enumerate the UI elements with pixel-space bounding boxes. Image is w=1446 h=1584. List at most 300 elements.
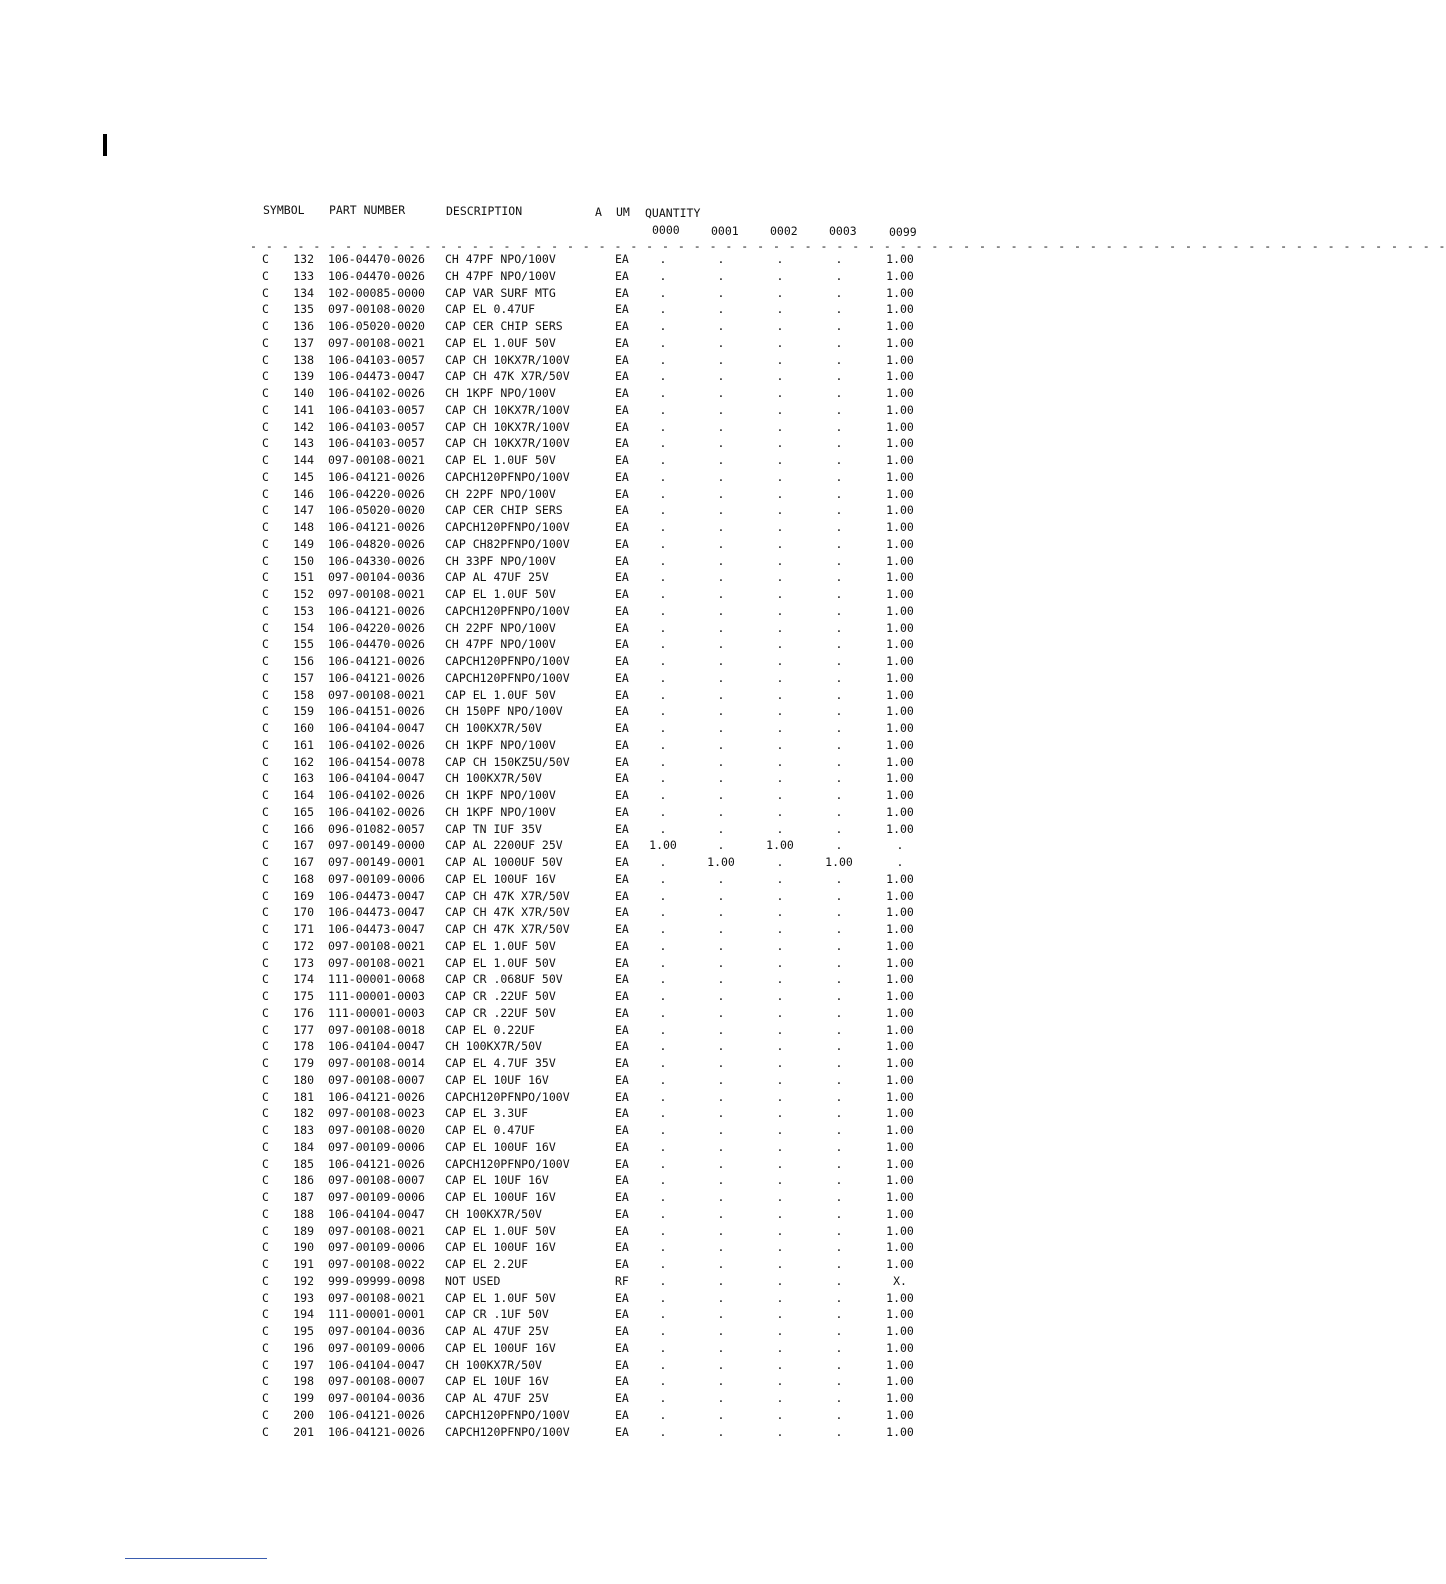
qty-0002-cell: . — [776, 285, 784, 300]
description-cell: CAP EL 1.0UF 50V — [445, 453, 556, 467]
qty-0099-cell: . — [896, 838, 904, 853]
qty-0099-cell: 1.00 — [886, 1056, 914, 1070]
ref-number-cell: 178 — [293, 1039, 314, 1054]
qty-0003-cell: . — [835, 1324, 843, 1338]
table-row — [250, 385, 962, 402]
header-qty-0001: 0001 — [711, 224, 739, 238]
symbol-cell: C — [262, 838, 269, 853]
table-row — [250, 536, 962, 553]
qty-0002-cell: . — [776, 1089, 784, 1104]
um-cell: EA — [615, 871, 629, 886]
part-number-cell: 097-00109-0006 — [328, 1340, 425, 1355]
qty-0003-cell: . — [835, 955, 843, 970]
qty-0099-cell: 1.00 — [886, 553, 914, 568]
part-number-cell: 097-00108-0021 — [328, 1290, 425, 1305]
symbol-cell: C — [262, 419, 269, 434]
table-row — [250, 553, 962, 570]
qty-0001-cell: . — [717, 737, 725, 752]
qty-0002-cell: . — [776, 1190, 784, 1204]
table-row — [250, 1189, 962, 1206]
ref-number-cell: 137 — [293, 335, 314, 350]
qty-0003-cell: . — [835, 637, 843, 652]
table-row — [250, 569, 962, 586]
ref-number-cell: 141 — [293, 402, 314, 417]
description-cell: CAPCH120PFNPO/100V — [445, 670, 570, 685]
ref-number-cell: 188 — [293, 1206, 314, 1221]
um-cell: EA — [615, 1039, 629, 1054]
qty-0099-cell: 1.00 — [886, 503, 914, 518]
qty-0000-cell: . — [659, 721, 667, 735]
qty-0001-cell: . — [717, 1357, 725, 1372]
qty-0001-cell: . — [717, 972, 725, 987]
part-number-cell: 097-00108-0020 — [328, 302, 425, 317]
table-row — [250, 988, 962, 1005]
qty-0001-cell: . — [717, 1206, 725, 1221]
qty-0001-cell: . — [717, 285, 725, 300]
description-cell: CAPCH120PFNPO/100V — [445, 1407, 570, 1422]
qty-0001-cell: . — [717, 553, 725, 568]
part-number-cell: 106-04103-0057 — [328, 402, 425, 417]
table-row — [250, 703, 962, 720]
qty-0002-cell: . — [776, 1273, 784, 1288]
table-row — [250, 1038, 962, 1055]
um-cell: EA — [615, 654, 629, 668]
qty-0001-cell: . — [717, 419, 725, 434]
qty-0099-cell: 1.00 — [886, 536, 914, 551]
qty-0001-cell: . — [717, 335, 725, 350]
table-row — [250, 419, 962, 436]
part-number-cell: 106-04121-0026 — [328, 520, 425, 534]
qty-0003-cell: . — [835, 302, 843, 317]
ref-number-cell: 134 — [293, 285, 314, 300]
qty-0099-cell: 1.00 — [886, 1072, 914, 1087]
qty-0099-cell: 1.00 — [886, 402, 914, 417]
description-cell: CAPCH120PFNPO/100V — [445, 469, 570, 484]
header-qty-0002: 0002 — [770, 224, 798, 238]
um-cell: EA — [615, 704, 629, 719]
symbol-cell: C — [262, 1374, 269, 1389]
qty-0001-cell: . — [717, 252, 725, 266]
qty-0002-cell: . — [776, 335, 784, 350]
part-number-cell: 106-04121-0026 — [328, 1424, 425, 1439]
ref-number-cell: 179 — [293, 1056, 314, 1070]
symbol-cell: C — [262, 252, 269, 266]
qty-0003-cell: . — [835, 1022, 843, 1037]
ref-number-cell: 143 — [293, 436, 314, 451]
um-cell: EA — [615, 1357, 629, 1372]
qty-0003-cell: . — [835, 687, 843, 702]
qty-0099-cell: 1.00 — [886, 1123, 914, 1137]
qty-0001-cell: . — [717, 1340, 725, 1355]
qty-0003-cell: . — [835, 1340, 843, 1355]
qty-0001-cell: . — [717, 369, 725, 384]
table-row — [250, 519, 962, 536]
qty-0099-cell: 1.00 — [886, 1190, 914, 1204]
part-number-cell: 097-00108-0021 — [328, 955, 425, 970]
symbol-cell: C — [262, 804, 269, 819]
qty-0001-cell: . — [717, 469, 725, 484]
symbol-cell: C — [262, 1056, 269, 1070]
table-row — [250, 1055, 962, 1072]
um-cell: EA — [615, 905, 629, 920]
description-cell: CAP EL 100UF 16V — [445, 871, 556, 886]
qty-0001-cell: . — [717, 989, 725, 1003]
part-number-cell: 097-00108-0021 — [328, 1223, 425, 1238]
um-cell: EA — [615, 788, 629, 802]
um-cell: EA — [615, 687, 629, 702]
qty-0002-cell: . — [776, 1424, 784, 1439]
part-number-cell: 097-00104-0036 — [328, 1324, 425, 1338]
qty-0001-cell: . — [717, 637, 725, 652]
qty-0002-cell: . — [776, 1173, 784, 1188]
description-cell: CAPCH120PFNPO/100V — [445, 1156, 570, 1171]
um-cell: EA — [615, 1022, 629, 1037]
symbol-cell: C — [262, 821, 269, 836]
qty-0003-cell: . — [835, 804, 843, 819]
header-description: DESCRIPTION — [446, 204, 523, 218]
qty-0000-cell: . — [659, 620, 667, 635]
qty-0000-cell: 1.00 — [649, 838, 677, 853]
qty-0099-cell: 1.00 — [886, 670, 914, 685]
qty-0000-cell: . — [659, 888, 667, 903]
qty-0002-cell: . — [776, 1005, 784, 1020]
symbol-cell: C — [262, 520, 269, 534]
ref-number-cell: 177 — [293, 1022, 314, 1037]
table-row — [250, 469, 962, 486]
um-cell: EA — [615, 855, 629, 869]
qty-0002-cell: . — [776, 419, 784, 434]
qty-0001-cell: . — [717, 838, 725, 853]
description-cell: CAP EL 2.2UF — [445, 1257, 529, 1271]
table-row — [250, 837, 962, 854]
um-cell: EA — [615, 252, 629, 266]
um-cell: EA — [615, 1106, 629, 1121]
symbol-cell: C — [262, 536, 269, 551]
qty-0002-cell: . — [776, 486, 784, 501]
qty-0099-cell: 1.00 — [886, 871, 914, 886]
qty-0000-cell: . — [659, 821, 667, 836]
qty-0003-cell: . — [835, 570, 843, 585]
qty-0099-cell: 1.00 — [886, 637, 914, 652]
qty-0003-cell: . — [835, 1223, 843, 1238]
symbol-cell: C — [262, 888, 269, 903]
symbol-cell: C — [262, 1156, 269, 1171]
qty-0099-cell: 1.00 — [886, 687, 914, 702]
um-cell: EA — [615, 402, 629, 417]
ref-number-cell: 199 — [293, 1391, 314, 1405]
qty-0001-cell: . — [717, 654, 725, 668]
header-qty-0003: 0003 — [829, 224, 857, 238]
symbol-cell: C — [262, 637, 269, 652]
symbol-cell: C — [262, 989, 269, 1003]
symbol-cell: C — [262, 319, 269, 333]
table-row — [250, 687, 962, 704]
um-cell: EA — [615, 1240, 629, 1255]
qty-0000-cell: . — [659, 788, 667, 802]
table-row — [250, 1373, 962, 1390]
symbol-cell: C — [262, 1307, 269, 1322]
description-cell: CAP CH 47K X7R/50V — [445, 922, 570, 936]
qty-0002-cell: . — [776, 972, 784, 987]
qty-0003-cell: . — [835, 1190, 843, 1204]
symbol-cell: C — [262, 788, 269, 802]
qty-0003-cell: . — [835, 1307, 843, 1322]
ref-number-cell: 161 — [293, 737, 314, 752]
ref-number-cell: 201 — [293, 1424, 314, 1439]
qty-0001-cell: . — [717, 319, 725, 333]
symbol-cell: C — [262, 1123, 269, 1137]
qty-0002-cell: . — [776, 670, 784, 685]
qty-0099-cell: 1.00 — [886, 922, 914, 936]
um-cell: EA — [615, 520, 629, 534]
qty-0000-cell: . — [659, 335, 667, 350]
part-number-cell: 097-00104-0036 — [328, 570, 425, 585]
description-cell: CAP AL 47UF 25V — [445, 1324, 549, 1338]
ref-number-cell: 135 — [293, 302, 314, 317]
qty-0003-cell: . — [835, 1374, 843, 1389]
qty-0002-cell: . — [776, 922, 784, 936]
ref-number-cell: 175 — [293, 989, 314, 1003]
ref-number-cell: 146 — [293, 486, 314, 501]
symbol-cell: C — [262, 938, 269, 953]
qty-0000-cell: . — [659, 603, 667, 618]
qty-0000-cell: . — [659, 1307, 667, 1322]
um-cell: EA — [615, 1391, 629, 1405]
qty-0002-cell: . — [776, 1056, 784, 1070]
description-cell: CAP TN IUF 35V — [445, 821, 542, 836]
qty-0002-cell: . — [776, 1106, 784, 1121]
part-number-cell: 106-04103-0057 — [328, 436, 425, 451]
ref-number-cell: 182 — [293, 1106, 314, 1121]
symbol-cell: C — [262, 855, 269, 869]
qty-0000-cell: . — [659, 520, 667, 534]
ref-number-cell: 200 — [293, 1407, 314, 1422]
qty-0002-cell: . — [776, 1324, 784, 1338]
symbol-cell: C — [262, 1089, 269, 1104]
qty-0003-cell: . — [835, 888, 843, 903]
table-row — [250, 787, 962, 804]
um-cell: EA — [615, 1257, 629, 1271]
symbol-cell: C — [262, 486, 269, 501]
um-cell: RF — [615, 1273, 629, 1288]
description-cell: CAP EL 1.0UF 50V — [445, 687, 556, 702]
part-number-cell: 106-04102-0026 — [328, 804, 425, 819]
part-number-cell: 097-00109-0006 — [328, 1139, 425, 1154]
part-number-cell: 106-04121-0026 — [328, 670, 425, 685]
qty-0000-cell: . — [659, 905, 667, 920]
description-cell: CAP CER CHIP SERS — [445, 503, 563, 518]
qty-0001-cell: . — [717, 1123, 725, 1137]
qty-0002-cell: . — [776, 754, 784, 769]
qty-0003-cell: . — [835, 905, 843, 920]
qty-0099-cell: 1.00 — [886, 252, 914, 266]
qty-0099-cell: 1.00 — [886, 1424, 914, 1439]
qty-0003-cell: . — [835, 788, 843, 802]
part-number-cell: 097-00108-0023 — [328, 1106, 425, 1121]
symbol-cell: C — [262, 469, 269, 484]
qty-0099-cell: 1.00 — [886, 302, 914, 317]
table-row — [250, 871, 962, 888]
symbol-cell: C — [262, 771, 269, 786]
description-cell: CAP CR .1UF 50V — [445, 1307, 549, 1322]
um-cell: EA — [615, 771, 629, 786]
qty-0099-cell: 1.00 — [886, 1257, 914, 1271]
qty-0001-cell: . — [717, 1190, 725, 1204]
qty-0000-cell: . — [659, 654, 667, 668]
symbol-cell: C — [262, 1039, 269, 1054]
qty-0000-cell: . — [659, 1139, 667, 1154]
um-cell: EA — [615, 1223, 629, 1238]
qty-0002-cell: . — [776, 503, 784, 518]
qty-0002-cell: . — [776, 352, 784, 367]
symbol-cell: C — [262, 1424, 269, 1439]
table-row — [250, 1139, 962, 1156]
qty-0002-cell: 1.00 — [766, 838, 794, 853]
description-cell: CAP CR .22UF 50V — [445, 1005, 556, 1020]
qty-0002-cell: . — [776, 1340, 784, 1355]
ref-number-cell: 196 — [293, 1340, 314, 1355]
qty-0000-cell: . — [659, 1273, 667, 1288]
part-number-cell: 106-04220-0026 — [328, 486, 425, 501]
um-cell: EA — [615, 620, 629, 635]
ref-number-cell: 163 — [293, 771, 314, 786]
part-number-cell: 106-04473-0047 — [328, 905, 425, 920]
table-row — [250, 603, 962, 620]
ref-number-cell: 173 — [293, 955, 314, 970]
symbol-cell: C — [262, 587, 269, 601]
description-cell: CH 100KX7R/50V — [445, 771, 542, 786]
qty-0000-cell: . — [659, 419, 667, 434]
table-row — [250, 268, 962, 285]
table-row — [250, 1122, 962, 1139]
qty-0000-cell: . — [659, 955, 667, 970]
qty-0099-cell: 1.00 — [886, 386, 914, 400]
qty-0003-cell: . — [835, 603, 843, 618]
ref-number-cell: 195 — [293, 1324, 314, 1338]
qty-0002-cell: . — [776, 268, 784, 283]
table-row — [250, 1357, 962, 1374]
ref-number-cell: 160 — [293, 721, 314, 735]
qty-0002-cell: . — [776, 788, 784, 802]
qty-0002-cell: . — [776, 553, 784, 568]
um-cell: EA — [615, 603, 629, 618]
ref-number-cell: 191 — [293, 1257, 314, 1271]
part-number-cell: 106-04104-0047 — [328, 771, 425, 786]
description-cell: CH 100KX7R/50V — [445, 721, 542, 735]
description-cell: CAP EL 3.3UF — [445, 1106, 529, 1121]
description-cell: CAPCH120PFNPO/100V — [445, 603, 570, 618]
qty-0001-cell: . — [717, 955, 725, 970]
um-cell: EA — [615, 436, 629, 451]
part-number-cell: 106-04151-0026 — [328, 704, 425, 719]
table-row — [250, 888, 962, 905]
um-cell: EA — [615, 352, 629, 367]
qty-0000-cell: . — [659, 687, 667, 702]
qty-0003-cell: . — [835, 453, 843, 467]
um-cell: EA — [615, 553, 629, 568]
description-cell: CAP AL 47UF 25V — [445, 570, 549, 585]
qty-0000-cell: . — [659, 386, 667, 400]
qty-0099-cell: 1.00 — [886, 1022, 914, 1037]
part-number-cell: 097-00108-0021 — [328, 687, 425, 702]
qty-0000-cell: . — [659, 553, 667, 568]
qty-0002-cell: . — [776, 737, 784, 752]
qty-0002-cell: . — [776, 536, 784, 551]
table-row — [250, 770, 962, 787]
part-number-cell: 096-01082-0057 — [328, 821, 425, 836]
qty-0002-cell: . — [776, 1407, 784, 1422]
symbol-cell: C — [262, 687, 269, 702]
qty-0001-cell: . — [717, 453, 725, 467]
header-symbol: SYMBOL — [263, 203, 305, 217]
qty-0003-cell: . — [835, 1173, 843, 1188]
description-cell: CAP EL 0.47UF — [445, 302, 536, 317]
um-cell: EA — [615, 972, 629, 987]
um-cell: EA — [615, 369, 629, 384]
qty-0001-cell: . — [717, 436, 725, 451]
um-cell: EA — [615, 319, 629, 333]
qty-0099-cell: 1.00 — [886, 955, 914, 970]
table-row — [250, 435, 962, 452]
qty-0000-cell: . — [659, 352, 667, 367]
qty-0001-cell: . — [717, 402, 725, 417]
table-row — [250, 1072, 962, 1089]
qty-0001-cell: . — [717, 1139, 725, 1154]
qty-0002-cell: . — [776, 871, 784, 886]
header-qty-0000: 0000 — [652, 223, 680, 237]
ref-number-cell: 138 — [293, 352, 314, 367]
description-cell: CAP EL 1.0UF 50V — [445, 587, 556, 601]
ref-number-cell: 156 — [293, 654, 314, 668]
part-number-cell: 106-05020-0020 — [328, 319, 425, 333]
description-cell: CH 100KX7R/50V — [445, 1357, 542, 1372]
ref-number-cell: 180 — [293, 1072, 314, 1087]
qty-0001-cell: 1.00 — [707, 855, 735, 869]
part-number-cell: 106-04220-0026 — [328, 620, 425, 635]
qty-0001-cell: . — [717, 754, 725, 769]
qty-0002-cell: . — [776, 520, 784, 534]
symbol-cell: C — [262, 302, 269, 317]
table-row — [250, 821, 962, 838]
ref-number-cell: 198 — [293, 1374, 314, 1389]
um-cell: EA — [615, 1407, 629, 1422]
part-number-cell: 106-04121-0026 — [328, 1407, 425, 1422]
qty-0099-cell: 1.00 — [886, 1374, 914, 1389]
table-row — [250, 1306, 962, 1323]
qty-0000-cell: . — [659, 1391, 667, 1405]
description-cell: CH 1KPF NPO/100V — [445, 788, 556, 802]
qty-0002-cell: . — [776, 938, 784, 953]
qty-0099-cell: 1.00 — [886, 654, 914, 668]
qty-0003-cell: . — [835, 1240, 843, 1255]
qty-0001-cell: . — [717, 1039, 725, 1054]
qty-0003-cell: . — [835, 654, 843, 668]
qty-0000-cell: . — [659, 1190, 667, 1204]
part-number-cell: 097-00109-0006 — [328, 1190, 425, 1204]
qty-0000-cell: . — [659, 1223, 667, 1238]
qty-0001-cell: . — [717, 1223, 725, 1238]
qty-0002-cell: . — [776, 369, 784, 384]
qty-0002-cell: . — [776, 721, 784, 735]
um-cell: EA — [615, 1190, 629, 1204]
qty-0003-cell: . — [835, 972, 843, 987]
symbol-cell: C — [262, 1257, 269, 1271]
qty-0000-cell: . — [659, 1374, 667, 1389]
part-number-cell: 106-04103-0057 — [328, 352, 425, 367]
um-cell: EA — [615, 536, 629, 551]
table-row — [250, 1390, 962, 1407]
qty-0099-cell: 1.00 — [886, 486, 914, 501]
